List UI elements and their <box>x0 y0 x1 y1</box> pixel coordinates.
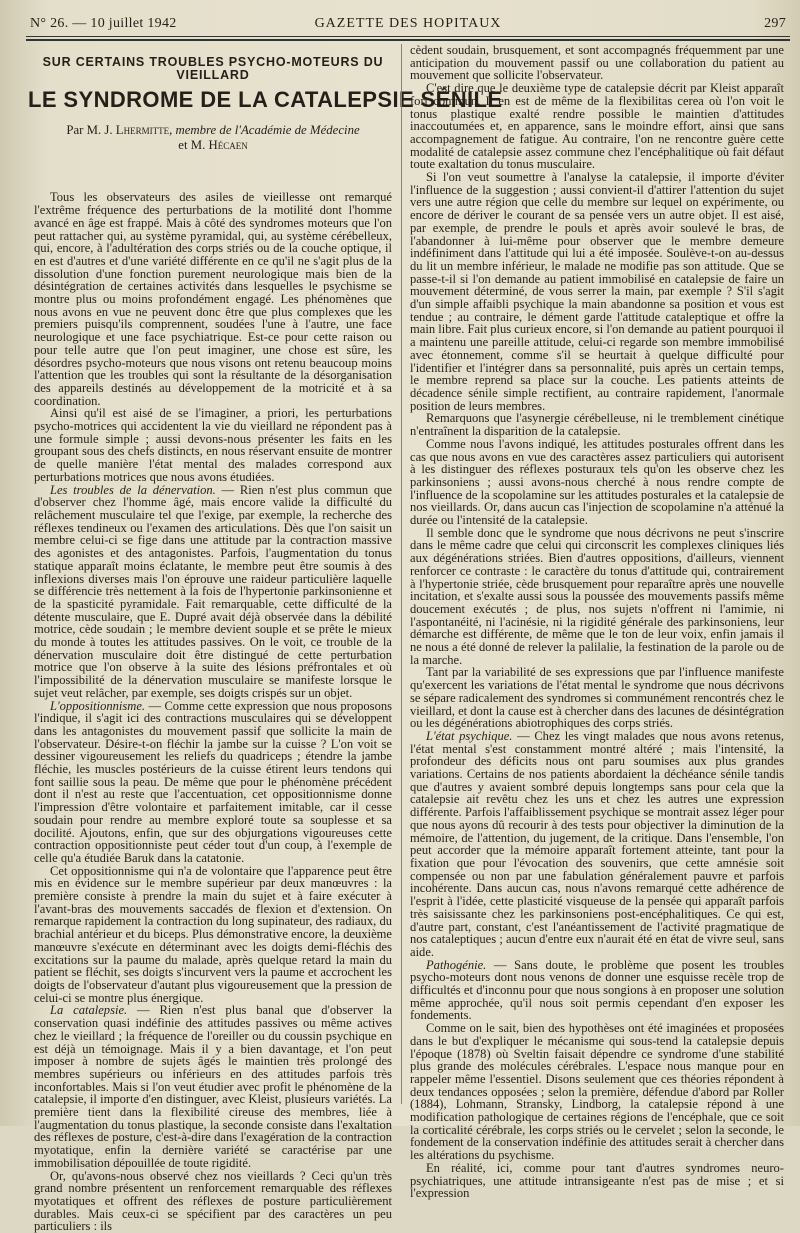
author-name-1: Lhermitte <box>115 123 170 138</box>
paragraph <box>410 171 784 412</box>
paragraph <box>34 1170 392 1233</box>
section-heading: L'état psychique. <box>426 728 513 743</box>
column-divider <box>401 44 402 1104</box>
running-head <box>30 16 786 36</box>
paragraph-text: — Chez les vingt malades que nous avons retenus, l'état mental s'est constamment montré altéré ; mais l'intensité, la profondeur des déficits nous ont paru soumises aux plus grandes variations. Certains de nos patients abordaient la déchéance sénile tandis que d'autres y avaient sombré depuis longtemps sans pour cela que la catalepsie ait revêtu chez les uns et chez les autres une expression différente. Parfois l'affaiblissement psychique se montrait assez léger pour que nous ayons dû recourir à des tests pour objectiver la diminution de la mémoire, de l'attention, du jugement, de la critique. Dans l'ensemble, l'on peut accorder que la mémoire apparaît fortement atteinte, tant pour la fixation que pour l'évocation des souvenirs, que cette amnésie soit compensée ou non par une fabulation généralement pauvre et parfois incohérente. Dans aucun cas, nous n'avons remarqué cette adhérence de l'esprit à l'idée, cette plasticité visqueuse de la pensée qui apparaît parfois très saisissante chez les parkinsoniens post-encéphalitiques. Ce qui est, d'autre part, constant, c'est l'anéantissement de l'activité pragmatique de nos cataleptiques ; aucun d'entre eux n'aurait été en état de vivre seul, sans aide. <box>410 728 785 959</box>
right-column-body <box>410 44 784 1200</box>
paragraph-text: C'est dire que le deuxième type de catalepsie décrit par Kleist apparaît fort commun. Il en est de même de la flexibilitas cerea où l'on voit le tonus plastique exalté rendre possible le maintien d'attitudes inaccoutumées et, en apparence, sans le moindre effort, ainsi que sans accompagnement de fatigue. Au contraire, l'on ne rencontre guère cette modalité de catalepsie assez commune chez l'encéphalitique où fait défaut toute exaltation du tonus musculaire. <box>410 81 784 172</box>
section-heading: Les troubles de la dénervation. <box>50 482 216 497</box>
paragraph <box>410 527 784 667</box>
page-number: 297 <box>764 16 786 31</box>
article-kicker: SUR CERTAINS TROUBLES PSYCHO-MOTEURS DU VIEILLARD <box>42 55 384 82</box>
paragraph-text: Remarquons que l'asynergie cérébelleuse, ni le tremblement cinétique n'entraînent la disparition de la catalepsie. <box>410 411 784 439</box>
paragraph <box>410 412 784 437</box>
journal-name: GAZETTE DES HOPITAUX <box>314 16 502 31</box>
right-column <box>410 43 785 1201</box>
paragraph-text: Ainsi qu'il est aisé de se l'imaginer, a priori, les perturbations psycho-motrices qui accidentent la vie du vieillard ne répondent pas à une formule simple ; aussi devons-nous présenter les faits en les groupant sous des chefs distincts, en nous réservant ensuite de montrer de quelle manière l'état mental des malades correspond aux perturbations motrices que nous avons étudiées. <box>34 406 392 484</box>
author-affiliation: , membre de l'Académie de Médecine <box>169 123 360 138</box>
paragraph <box>34 407 392 483</box>
section-heading: La catalepsie. <box>50 1003 128 1018</box>
byline <box>34 123 392 153</box>
author-name-2: Hécaen <box>208 138 248 153</box>
paragraph-text: Tant par la variabilité de ses expressions que par l'influence manifeste qu'exercent les variations de l'état mental le syndrome que nous décrivons se sépare radicalement des syndromes si communément rencontrés chez le vieillard, et dont la cause est à chercher dans des lacunes de désintégration ou les dégénérations abiotrophiques des corps striés. <box>410 665 784 731</box>
paragraph-text: — Sans doute, le problème que posent les troubles psycho-moteurs dont nous venons de donner une esquisse recèle trop de difficultés et d'inconnu pour que nous songions à en proposer une solution même approchée, qu'il nous soit permis cependant d'en exposer les fondements. <box>410 957 784 1023</box>
paragraph-text: Il semble donc que le syndrome que nous décrivons ne peut s'inscrire dans le même cadre que celui qui circonscrit les complexes cliniques liés aux dégénérations striées. Bien d'autres oppositions, d'ailleurs, viennent renforcer ce contraste : le caractère du tonus d'attitude qui, contrairement à l'hypertonie striée, cède brusquement pour reparaître après une nouvelle incitation, et s'exalte aussi sous la poussée des mouvements passifs même doucement exécutés ; de plus, nos sujets n'offrent ni l'amimie, ni l'aspontanéité, ni l'acinésie, ni la rigidité générale des parkinsoniens, leur démarche est différente, de même que le ton de leur voix, enfin jamais il ne nous a été donné de relever la palilalie, la festination de la parole ou de la marche. <box>410 525 784 667</box>
paragraph-text: Si l'on veut soumettre à l'analyse la catalepsie, il importe d'éviter l'influence de la suggestion ; aussi convient-il d'attirer l'attention du sujet vers une autre région que celle du membre sur lequel on expérimente, ou encore de dériver le courant de sa pensée vers un autre objet. Il est aisé, par exemple, de prendre le pouls et après avoir soulevé le bras, de l'abandonner à lui-même pour observer que le membre demeure indéfiniment dans l'attitude qui lui a été imposée. Soulève-t-on au-dessus du lit un membre inférieur, le malade ne modifie pas son attitude. Que se passe-t-il si l'on demande au patient immobilisé en catalepsie de faire un mouvement déterminé, de vous serrer la main, par exemple ? S'il s'agit d'un simple affaibli psychique la main abandonne sa position et vous est tendue ; au contraire, le dément garde l'attitude cataleptique et offre la main libre. Fait plus curieux encore, si l'on demande au patient pourquoi il a maintenu une pareille attitude, celui-ci regarde son membre immobilisé avec étonnement, comme s'il se heurtait à quelque difficulté pour l'identifier et l'intégrer dans sa personnalité, puis après un certain temps, le membre reprend sa place sur la couche. Les patients atteints de décadence sénile simple rectifient, au contraire rapidement, l'anormale position de leurs membres. <box>410 170 784 413</box>
paragraph <box>34 484 392 700</box>
byline-prefix-2: et M. <box>178 138 209 153</box>
paragraph-text: Comme on le sait, bien des hypothèses ont été imaginées et proposées dans le but d'expliquer le mécanisme qui sous-tend la catalepsie depuis l'époque (1878) où Sveltin faisait dépendre ce syndrome d'une stabilité plus grande des molécules cérébrales. L'espace nous manque pour en rappeler même l'essentiel. Disons seulement que ces théories répondent à deux tendances opposées ; selon la première, défendue d'abord par Roller (1884), Lohmann, Stransky, Lindborg, la catalepsie répond à une modification pathologique de certaines régions de l'encéphale, que ce soit la corticalité cérébrale, les corps striés ou le cervelet ; selon la seconde, le fondement de la conservation indéfinie des attitudes serait à chercher dans les altérations du psychisme. <box>410 1021 784 1163</box>
paragraph-text: Or, qu'avons-nous observé chez nos vieillards ? Ceci qu'un très grand nombre présentent un renforcement remarquable des réflexes myotatiques et offrent des réflexes de posture particulièrement durables. Mais ceux-ci se spécifient par des caractères un peu particuliers : ils <box>34 1168 392 1233</box>
paragraph <box>410 44 784 82</box>
paragraph <box>34 191 392 407</box>
paragraph-text: Tous les observateurs des asiles de vieillesse ont remarqué l'extrême fréquence des perturbations de la motilité dont l'homme avancé en âge est frappé. Mais à côté des syndromes moteurs que l'on peut rattacher qui, au système pyramidal, qui, au système cérébelleux, qui, encore, à l'adultération des corps striés ou de la couche optique, il en est d'autres et d'une variété différente en ce qu'il ne s'agit plus de la dissolution d'une fonction purement neurologique mais bien de la désintégration de certaines activités dans lesquelles le psychisme se montre plus ou moins profondément engagé. Les phénomènes que nous avons en vue ne peuvent donc être que plus complexes que les premiers puisqu'ils comprennent, soudées l'une à l'autre, une face neurologique et une face psychiatrique. Est-ce pour cette raison ou pour telle autre que l'on peut imaginer, une chose est sûre, les désordres psycho-moteurs que nous visons ont retenu beaucoup moins l'attention que les troubles qui sont la résultante de la désorganisation des appareils destinés au développement de la motricité et à sa coordination. <box>34 190 392 408</box>
header-rule <box>26 36 790 37</box>
paragraph-text: — Rien n'est plus banal que d'observer la conservation quasi indéfinie des attitudes passives ou même actives chez le vieillard ; la fréquence de l'oreiller ou du coussin psychique en est déjà un témoignage. Mais il y a bien davantage, et l'on peut imposer à nombre de sujets âgés le maintien très prolongé des membres supérieurs ou inférieurs en des attitudes parfois très inconfortables. Mais si l'on veut étudier avec profit le phénomène de la catalepsie, il importe d'en distinguer, avec Kleist, plusieurs variétés. La première tient dans la flexibilité cireuse des membres, liée à l'augmentation du tonus plastique, la seconde consiste dans l'exaltation des réflexes de posture, c'est-à-dire dans l'exagération de la contraction myotatique, enfin la dernière variété se caractérise par une immobilisation dépouillée de toute rigidité. <box>34 1003 392 1170</box>
paragraph-text: cèdent soudain, brusquement, et sont accompagnés fréquemment par une anticipation du mouvement passif ou une collaboration du patient au mouvement que sollicite l'observateur. <box>410 43 784 83</box>
section-heading: Pathogénie. <box>426 957 487 972</box>
paragraph <box>410 438 784 527</box>
header-rule-thick <box>26 39 790 41</box>
paragraph <box>410 82 784 171</box>
paragraph <box>410 959 784 1023</box>
paragraph <box>410 1022 784 1162</box>
paragraph <box>34 865 392 1005</box>
paragraph-text: — Comme cette expression que nous proposons l'indique, il s'agit ici des contractions musculaires qui se développent dans les antagonistes du mouvement passif que sollicite la main de l'observateur. Désire-t-on fléchir la jambe sur la cuisse ? L'on voit se dessiner vigoureusement les reliefs du quadriceps ; étendre la jambe fléchie, les muscles postérieurs de la cuisse étirent leurs tendons qui font saillie sous la peau. De même que pour le phénomène précédent dont il n'est au reste que l'accentuation, cet oppositionnisme donne l'impression d'être volontaire et parfaitement imitable, car il cesse soudain pour rendre au membre exploré toute sa souplesse et sa docilité. Ajoutons, enfin, que sur des objurgations vigoureuses cette contraction oppositionniste peut céder tout d'un coup, à l'exemple de celle qu'a étudiée Baruk dans la catatonie. <box>34 698 392 865</box>
paragraph-text: — Rien n'est plus commun que d'observer chez l'homme âgé, mais encore valide la difficulté du relâchement musculaire tel que l'exige, par exemple, la recherche des réflexes tendineux ou l'examen des articulations. Dès que l'on saisit un membre celui-ci se fige dans une attitude par la contraction massive des agonistes et des antagonistes. Parfois, l'augmentation du tonus statique apparaît moins éclatante, le membre peut être soumis à des inflexions diverses mais l'on éprouve une raideur particulière laquelle se différencie très nettement à la fois de l'hypertonie parkinsonienne et de la spasticité pyramidale. Fait remarquable, cette difficulté de la détente musculaire, que E. Dupré avait déjà observée dans la débilité motrice, cède soudain ; le membre devient souple et se prête le mieux du monde à toutes les attitudes passives. On le voit, ce trouble de la dénervation musculaire doit être distingué de cette perturbation motrice que l'on observe à la suite des lésions préfrontales et où l'impossibilité de la dénervation musculaire se manifeste lorsque le sujet veut relâcher, par exemple, ses doigts crispés sur un objet. <box>34 482 392 700</box>
paragraph <box>410 666 784 730</box>
left-column-body <box>34 191 392 1233</box>
issue-date: N° 26. — 10 juillet 1942 <box>30 16 177 31</box>
paragraph <box>410 1162 784 1200</box>
paragraph-text: Cet oppositionnisme qui n'a de volontaire que l'apparence peut être mis en évidence sur le membre supérieur par deux manœuvres : la première consiste à prendre la main du sujet et à faire exécuter à l'avant-bras des mouvements saccadés de flexion et d'extension. On remarque rapidement la contraction du long supinateur, des radiaux, du brachial antérieur et du biceps. Plus démonstrative encore, la deuxième manœuvre s'exécute en déterminant avec les doigts demi-fléchis des excitations sur la paume du malade, après quelque retard la main du patient se fléchit, ses doigts s'incurvent vers la paume et accrochent les doigts de l'observateur d'autant plus vigoureusement que la pression de celui-ci se montre plus énergique. <box>34 863 392 1005</box>
paragraph <box>34 700 392 865</box>
byline-prefix: Par M. J. <box>66 123 116 138</box>
paragraph-text: Comme nous l'avons indiqué, les attitudes posturales offrent dans les cas que nous avons en vue des caractères assez particuliers qui autorisent à les distinguer des réflexes posturaux tels qu'on les observe chez les parkinsoniens ; aussi avons-nous cherché à nous rendre compte de l'influence de la scopolamine sur les attitudes posturales et la catalepsie de nos vieillards. Or, dans aucun cas l'injection de scopolamine n'a atténué la durée ou l'intensité de la catalepsie. <box>410 436 784 528</box>
paragraph <box>410 730 784 959</box>
article-title: LE SYNDROME DE LA CATALEPSIE SÉNILE <box>28 87 503 113</box>
paragraph <box>34 1004 392 1169</box>
byline-line-2 <box>34 138 392 153</box>
paragraph-text: En réalité, ici, comme pour tant d'autres syndromes neuro-psychiatriques, une attitude intransigeante n'est pas de mise ; et si l'expression <box>410 1160 784 1201</box>
byline-line-1 <box>34 123 392 138</box>
section-heading: L'oppositionnisme. <box>50 698 146 713</box>
